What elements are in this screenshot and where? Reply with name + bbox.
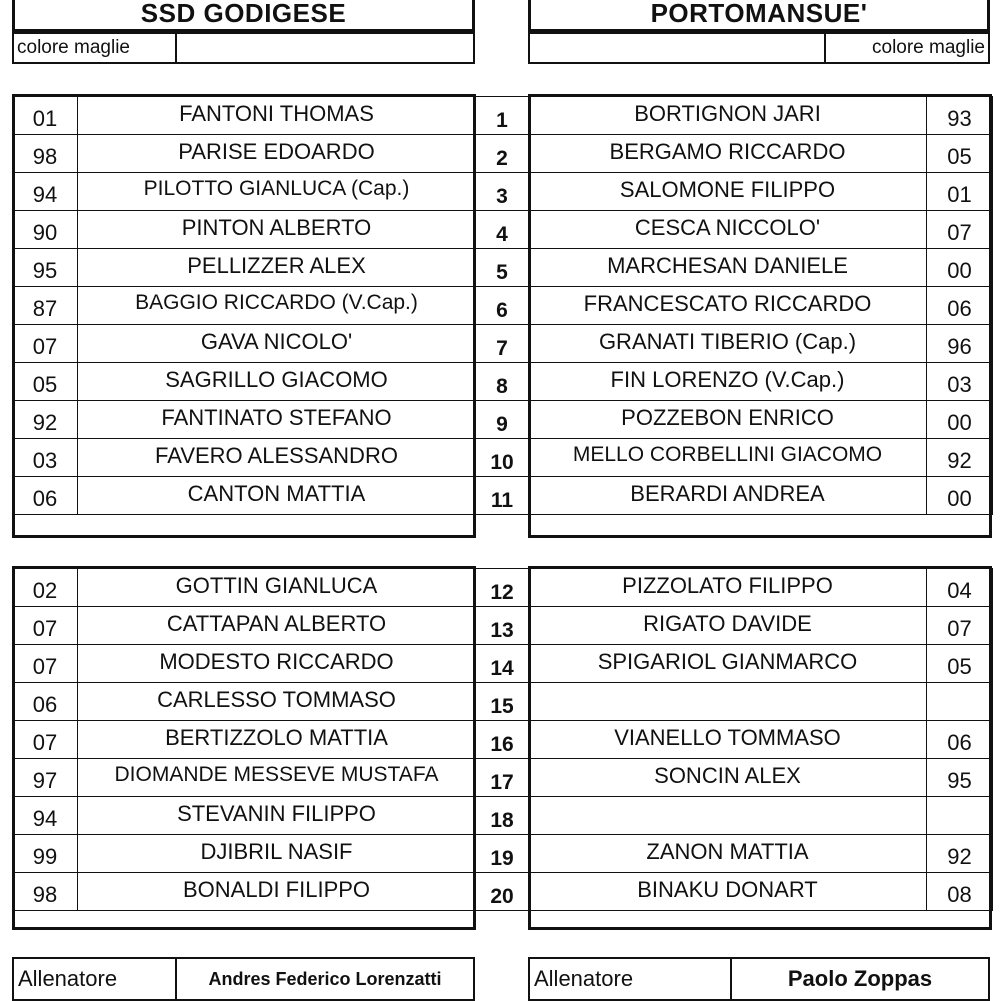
roster-row <box>13 873 993 911</box>
home-player-name: PELLIZZER ALEX <box>78 249 476 287</box>
home-player-name: SAGRILLO GIACOMO <box>78 363 476 401</box>
roster-row <box>13 569 993 607</box>
away-player-name: FRANCESCATO RICCARDO <box>529 287 927 325</box>
shirt-number: 18 <box>476 797 529 835</box>
away-player-name: BERARDI ANDREA <box>529 477 927 515</box>
shirt-number: 12 <box>476 569 529 607</box>
roster-row <box>13 439 993 477</box>
home-player-name: GAVA NICOLO' <box>78 325 476 363</box>
shirt-number: 20 <box>476 873 529 911</box>
home-player-year: 94 <box>13 173 78 211</box>
home-player-year: 95 <box>13 249 78 287</box>
home-player-name: FANTONI THOMAS <box>78 97 476 135</box>
shirt-number: 10 <box>476 439 529 477</box>
roster-row <box>13 135 993 173</box>
away-player-name: POZZEBON ENRICO <box>529 401 927 439</box>
home-player-year: 07 <box>13 721 78 759</box>
starters-table <box>12 96 993 515</box>
home-player-year: 99 <box>13 835 78 873</box>
away-player-year: 03 <box>927 363 993 401</box>
away-player-year: 00 <box>927 401 993 439</box>
away-player-name: MARCHESAN DANIELE <box>529 249 927 287</box>
home-player-name: FANTINATO STEFANO <box>78 401 476 439</box>
away-colore-row <box>528 32 990 64</box>
roster-row <box>13 249 993 287</box>
home-player-name: PILOTTO GIANLUCA (Cap.) <box>78 173 476 211</box>
away-player-name: SPIGARIOL GIANMARCO <box>529 645 927 683</box>
home-team-name: SSD GODIGESE <box>12 0 475 32</box>
away-player-year: 05 <box>927 135 993 173</box>
home-coach-name: Andres Federico Lorenzatti <box>208 968 442 989</box>
away-player-name: MELLO CORBELLINI GIACOMO <box>529 439 927 477</box>
away-player-name: SALOMONE FILIPPO <box>529 173 927 211</box>
home-player-name: GOTTIN GIANLUCA <box>78 569 476 607</box>
away-coach-row <box>528 957 990 1001</box>
home-player-year: 06 <box>13 477 78 515</box>
shirt-number: 19 <box>476 835 529 873</box>
away-player-year: 96 <box>927 325 993 363</box>
away-player-name: CESCA NICCOLO' <box>529 211 927 249</box>
roster-row <box>13 797 993 835</box>
away-player-year: 07 <box>927 211 993 249</box>
shirt-number: 6 <box>476 287 529 325</box>
home-player-year: 02 <box>13 569 78 607</box>
away-player-name: BINAKU DONART <box>529 873 927 911</box>
roster-row <box>13 97 993 135</box>
home-player-year: 97 <box>13 759 78 797</box>
away-player-name: VIANELLO TOMMASO <box>529 721 927 759</box>
away-player-year: 92 <box>927 439 993 477</box>
roster-row <box>13 645 993 683</box>
away-coach-label: Allenatore <box>530 959 732 999</box>
away-player-year: 07 <box>927 607 993 645</box>
home-player-year: 07 <box>13 325 78 363</box>
home-player-name: PARISE EDOARDO <box>78 135 476 173</box>
shirt-number: 15 <box>476 683 529 721</box>
shirt-number: 1 <box>476 97 529 135</box>
away-player-year: 01 <box>927 173 993 211</box>
home-player-year: 06 <box>13 683 78 721</box>
home-coach-label: Allenatore <box>14 959 177 999</box>
roster-row <box>13 477 993 515</box>
shirt-number: 4 <box>476 211 529 249</box>
away-player-year: 06 <box>927 287 993 325</box>
home-player-name: DJIBRIL NASIF <box>78 835 476 873</box>
away-team-name: PORTOMANSUE' <box>528 0 990 32</box>
home-player-year: 94 <box>13 797 78 835</box>
roster-row <box>13 287 993 325</box>
shirt-number: 7 <box>476 325 529 363</box>
home-player-name: FAVERO ALESSANDRO <box>78 439 476 477</box>
home-player-name: MODESTO RICCARDO <box>78 645 476 683</box>
away-player-year: 04 <box>927 569 993 607</box>
roster-row <box>13 211 993 249</box>
shirt-number: 16 <box>476 721 529 759</box>
home-player-name: STEVANIN FILIPPO <box>78 797 476 835</box>
roster-row <box>13 759 993 797</box>
home-player-name: CATTAPAN ALBERTO <box>78 607 476 645</box>
shirt-number: 13 <box>476 607 529 645</box>
home-player-name: BERTIZZOLO MATTIA <box>78 721 476 759</box>
home-player-name: CARLESSO TOMMASO <box>78 683 476 721</box>
home-coach-row <box>12 957 475 1001</box>
roster-row <box>13 401 993 439</box>
away-player-name: ZANON MATTIA <box>529 835 927 873</box>
home-player-year: 92 <box>13 401 78 439</box>
away-player-name: FIN LORENZO (V.Cap.) <box>529 363 927 401</box>
away-coach-name: Paolo Zoppas <box>787 966 933 991</box>
home-colore-row <box>12 32 475 64</box>
home-player-name: BONALDI FILIPPO <box>78 873 476 911</box>
home-player-year: 03 <box>13 439 78 477</box>
home-colore-label: colore maglie <box>14 34 177 62</box>
shirt-number: 5 <box>476 249 529 287</box>
away-player-year <box>927 797 993 835</box>
away-player-name <box>529 683 927 721</box>
home-player-name: BAGGIO RICCARDO (V.Cap.) <box>78 287 476 325</box>
shirt-number: 2 <box>476 135 529 173</box>
shirt-number: 14 <box>476 645 529 683</box>
away-player-year <box>927 683 993 721</box>
substitutes-table <box>12 568 993 911</box>
roster-row <box>13 363 993 401</box>
away-player-name: SONCIN ALEX <box>529 759 927 797</box>
home-player-name: PINTON ALBERTO <box>78 211 476 249</box>
away-player-year: 95 <box>927 759 993 797</box>
away-player-year: 08 <box>927 873 993 911</box>
home-player-year: 07 <box>13 645 78 683</box>
home-player-year: 98 <box>13 873 78 911</box>
home-player-year: 87 <box>13 287 78 325</box>
shirt-number: 11 <box>476 477 529 515</box>
home-player-year: 90 <box>13 211 78 249</box>
home-player-year: 07 <box>13 607 78 645</box>
roster-row <box>13 607 993 645</box>
away-player-name <box>529 797 927 835</box>
away-colore-label: colore maglie <box>872 37 985 58</box>
away-player-year: 06 <box>927 721 993 759</box>
shirt-number: 3 <box>476 173 529 211</box>
away-player-name: PIZZOLATO FILIPPO <box>529 569 927 607</box>
away-colore-value[interactable] <box>530 34 826 62</box>
roster-row <box>13 835 993 873</box>
home-player-year: 01 <box>13 97 78 135</box>
home-player-name: CANTON MATTIA <box>78 477 476 515</box>
roster-row <box>13 683 993 721</box>
home-player-year: 05 <box>13 363 78 401</box>
away-player-name: RIGATO DAVIDE <box>529 607 927 645</box>
away-player-year: 05 <box>927 645 993 683</box>
roster-row <box>13 325 993 363</box>
roster-row <box>13 721 993 759</box>
shirt-number: 9 <box>476 401 529 439</box>
shirt-number: 8 <box>476 363 529 401</box>
away-player-year: 00 <box>927 477 993 515</box>
roster-row <box>13 173 993 211</box>
away-player-name: BERGAMO RICCARDO <box>529 135 927 173</box>
shirt-number: 17 <box>476 759 529 797</box>
home-player-year: 98 <box>13 135 78 173</box>
away-player-name: BORTIGNON JARI <box>529 97 927 135</box>
home-colore-value[interactable] <box>177 34 473 62</box>
away-player-year: 00 <box>927 249 993 287</box>
away-player-year: 92 <box>927 835 993 873</box>
away-player-year: 93 <box>927 97 993 135</box>
away-player-name: GRANATI TIBERIO (Cap.) <box>529 325 927 363</box>
home-player-name: DIOMANDE MESSEVE MUSTAFA <box>78 759 476 797</box>
